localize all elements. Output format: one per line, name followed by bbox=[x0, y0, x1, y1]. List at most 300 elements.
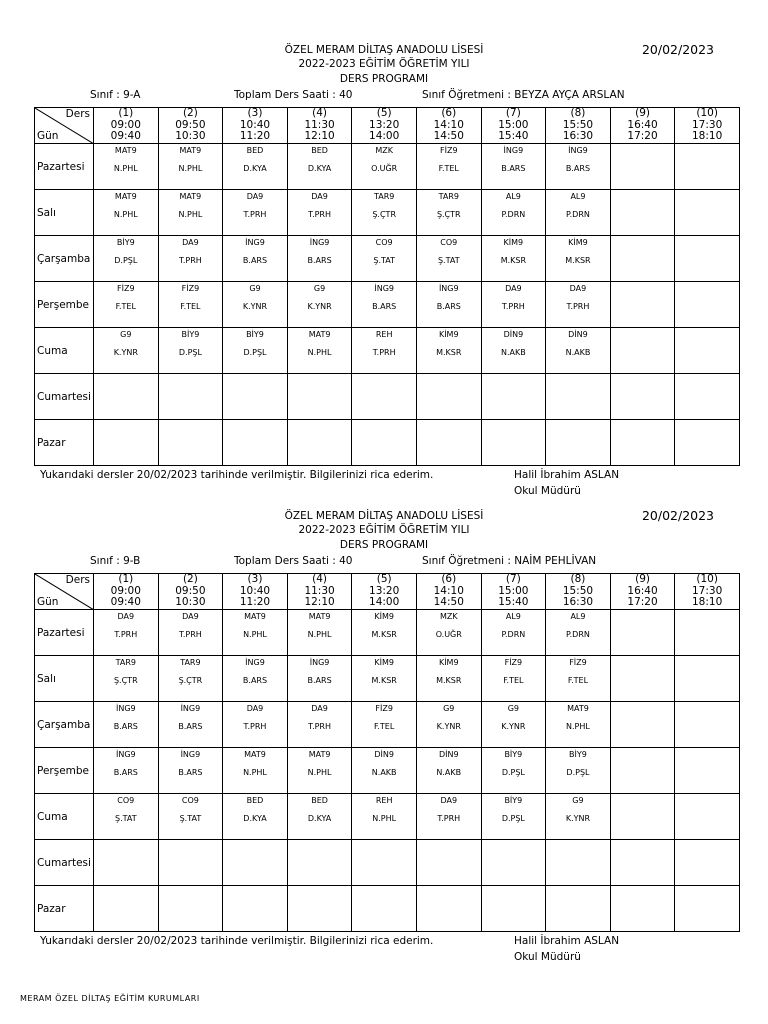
day-row bbox=[35, 374, 740, 420]
lesson-subject: BİY9 bbox=[504, 750, 523, 759]
lesson-cell bbox=[223, 420, 288, 466]
lesson-cell bbox=[610, 282, 675, 328]
lesson-cell bbox=[675, 794, 740, 840]
lesson-cell bbox=[546, 420, 611, 466]
lesson-teacher: N.PHL bbox=[372, 814, 397, 823]
lesson-cell bbox=[416, 748, 481, 794]
period-header bbox=[675, 108, 740, 144]
lesson-subject: TAR9 bbox=[180, 658, 201, 667]
period-num: (5) bbox=[376, 107, 392, 119]
lesson-cell bbox=[675, 374, 740, 420]
lesson-cell bbox=[287, 794, 352, 840]
lesson-teacher: Ş.TAT bbox=[373, 256, 395, 265]
lesson-subject: İNG9 bbox=[115, 750, 136, 759]
lesson-cell bbox=[287, 328, 352, 374]
period-header bbox=[352, 574, 417, 610]
lesson-cell bbox=[675, 236, 740, 282]
lesson-cell bbox=[610, 748, 675, 794]
day-name: Cumartesi bbox=[35, 840, 94, 886]
lesson-cell bbox=[287, 236, 352, 282]
lesson-cell bbox=[94, 374, 159, 420]
period-end: 10:30 bbox=[175, 130, 206, 142]
lesson-cell bbox=[352, 610, 417, 656]
lesson-teacher: Ş.TAT bbox=[179, 814, 202, 823]
lesson-cell bbox=[287, 702, 352, 748]
period-start: 17:30 bbox=[692, 584, 723, 597]
lesson-teacher: B.ARS bbox=[242, 256, 268, 265]
lesson-subject: BİY9 bbox=[504, 796, 523, 805]
period-header bbox=[94, 574, 159, 610]
lesson-cell bbox=[352, 794, 417, 840]
lesson-teacher: N.AKB bbox=[371, 768, 397, 777]
lesson-subject: CO9 bbox=[375, 238, 393, 247]
lesson-subject: MAT9 bbox=[244, 612, 266, 621]
lesson-subject: İNG9 bbox=[309, 658, 330, 667]
day-row bbox=[35, 840, 740, 886]
lesson-teacher: F.TEL bbox=[180, 302, 201, 311]
period-end: 14:50 bbox=[433, 596, 464, 608]
period-start: 15:50 bbox=[562, 118, 594, 131]
lesson-teacher: N.AKB bbox=[565, 348, 591, 357]
day-row bbox=[35, 794, 740, 840]
period-start: 15:50 bbox=[562, 584, 594, 597]
lesson-cell bbox=[610, 702, 675, 748]
lesson-teacher: P.DRN bbox=[566, 210, 590, 219]
lesson-cell bbox=[158, 374, 223, 420]
period-num: (7) bbox=[505, 573, 521, 585]
lesson-teacher: B.ARS bbox=[242, 676, 268, 685]
document-date: 20/02/2023 bbox=[641, 42, 714, 57]
period-header bbox=[481, 574, 546, 610]
lesson-teacher: K.YNR bbox=[307, 302, 332, 311]
lesson-cell bbox=[287, 656, 352, 702]
lesson-teacher: K.YNR bbox=[242, 302, 268, 311]
lesson-cell bbox=[287, 374, 352, 420]
lesson-subject: BİY9 bbox=[181, 330, 200, 339]
lesson-subject: DA9 bbox=[182, 612, 199, 621]
lesson-cell bbox=[94, 886, 159, 932]
lesson-cell bbox=[158, 840, 223, 886]
lesson-subject: BED bbox=[246, 146, 264, 155]
lesson-cell bbox=[546, 794, 611, 840]
lesson-cell bbox=[546, 840, 611, 886]
schedule-block bbox=[0, 0, 768, 497]
lesson-teacher: T.PRH bbox=[243, 722, 267, 731]
lesson-cell bbox=[546, 144, 611, 190]
day-name: Pazar bbox=[35, 420, 94, 466]
lesson-teacher: Ş.ÇTR bbox=[113, 676, 138, 685]
lesson-cell bbox=[94, 190, 159, 236]
lesson-cell bbox=[481, 840, 546, 886]
lesson-teacher: F.TEL bbox=[115, 302, 136, 311]
lesson-cell bbox=[223, 190, 288, 236]
lesson-cell bbox=[610, 610, 675, 656]
lesson-teacher: Ş.ÇTR bbox=[372, 210, 396, 219]
lesson-subject: AL9 bbox=[505, 192, 521, 201]
period-num: (8) bbox=[570, 573, 586, 585]
corner-lesson-label: Ders bbox=[65, 108, 90, 120]
lesson-cell bbox=[481, 420, 546, 466]
lesson-subject: KİM9 bbox=[374, 612, 394, 621]
lesson-subject: İNG9 bbox=[245, 658, 265, 667]
lesson-subject: G9 bbox=[249, 284, 261, 293]
lesson-teacher: T.PRH bbox=[178, 256, 202, 265]
period-start: 10:40 bbox=[239, 584, 271, 597]
lesson-cell bbox=[546, 236, 611, 282]
period-num: (2) bbox=[182, 573, 198, 585]
lesson-subject: MZK bbox=[375, 146, 393, 155]
lesson-cell bbox=[481, 236, 546, 282]
period-num: (8) bbox=[570, 107, 586, 119]
lesson-cell bbox=[481, 610, 546, 656]
period-start: 09:50 bbox=[175, 584, 206, 597]
lesson-cell bbox=[158, 236, 223, 282]
lesson-subject: CO9 bbox=[440, 238, 458, 247]
lesson-subject: DA9 bbox=[505, 284, 522, 293]
lesson-teacher: M.KSR bbox=[371, 630, 397, 639]
lesson-cell bbox=[610, 144, 675, 190]
lesson-teacher: T.PRH bbox=[178, 630, 202, 639]
school-name: ÖZEL MERAM DİLTAŞ ANADOLU LİSESİ bbox=[284, 510, 484, 522]
lesson-subject: İNG9 bbox=[438, 284, 459, 293]
lesson-cell bbox=[352, 328, 417, 374]
lesson-subject: DA9 bbox=[569, 284, 587, 293]
lesson-cell bbox=[352, 236, 417, 282]
lesson-subject: DİN9 bbox=[568, 330, 588, 339]
lesson-teacher: D.KYA bbox=[243, 164, 267, 173]
corner-cell bbox=[35, 108, 94, 144]
lesson-cell bbox=[610, 374, 675, 420]
lesson-cell bbox=[481, 702, 546, 748]
lesson-subject: FİZ9 bbox=[504, 658, 523, 667]
lesson-teacher: D.PŞL bbox=[566, 768, 590, 777]
day-row bbox=[35, 328, 740, 374]
period-header bbox=[546, 108, 611, 144]
lesson-cell bbox=[352, 374, 417, 420]
lesson-cell bbox=[675, 886, 740, 932]
lesson-subject: İNG9 bbox=[568, 146, 588, 155]
lesson-subject: FİZ9 bbox=[569, 658, 587, 667]
period-start: 09:50 bbox=[175, 118, 206, 131]
lesson-teacher: N.PHL bbox=[566, 722, 590, 731]
lesson-cell bbox=[675, 748, 740, 794]
lesson-cell bbox=[546, 886, 611, 932]
class-label: Sınıf : 9-A bbox=[90, 89, 141, 101]
lesson-subject: İNG9 bbox=[180, 750, 201, 759]
lesson-subject: İNG9 bbox=[245, 238, 265, 247]
lesson-subject: İNG9 bbox=[374, 284, 394, 293]
lesson-cell bbox=[546, 328, 611, 374]
period-end: 17:20 bbox=[627, 130, 658, 142]
lesson-subject: MAT9 bbox=[114, 146, 137, 155]
principal-title: Okul Müdürü bbox=[514, 951, 581, 963]
lesson-subject: MAT9 bbox=[179, 192, 202, 201]
lesson-teacher: M.KSR bbox=[371, 676, 397, 685]
lesson-subject: REH bbox=[375, 330, 393, 339]
lesson-cell bbox=[158, 748, 223, 794]
period-start: 16:40 bbox=[627, 584, 658, 597]
lesson-subject: TAR9 bbox=[438, 192, 459, 201]
period-start: 15:00 bbox=[498, 118, 529, 131]
day-name: Çarşamba bbox=[35, 702, 94, 748]
period-end: 17:20 bbox=[627, 596, 658, 608]
lesson-cell bbox=[158, 420, 223, 466]
lesson-subject: DA9 bbox=[117, 612, 135, 621]
lesson-subject: FİZ9 bbox=[181, 284, 200, 293]
class-teacher-label: Sınıf Öğretmeni : NAİM PEHLİVAN bbox=[422, 555, 597, 567]
period-header bbox=[287, 108, 352, 144]
lesson-cell bbox=[287, 144, 352, 190]
day-name: Perşembe bbox=[35, 282, 94, 328]
period-num: (6) bbox=[441, 107, 457, 119]
lesson-teacher: M.KSR bbox=[436, 676, 462, 685]
lesson-teacher: K.YNR bbox=[436, 722, 461, 731]
lesson-cell bbox=[158, 656, 223, 702]
day-name: Pazartesi bbox=[35, 144, 94, 190]
lesson-teacher: D.PŞL bbox=[178, 348, 202, 357]
lesson-cell bbox=[610, 190, 675, 236]
lesson-subject: CO9 bbox=[181, 796, 199, 805]
lesson-teacher: B.ARS bbox=[372, 302, 397, 311]
lesson-cell bbox=[481, 794, 546, 840]
lesson-cell bbox=[610, 886, 675, 932]
lesson-teacher: B.ARS bbox=[178, 768, 203, 777]
period-end: 12:10 bbox=[304, 596, 335, 608]
day-name: Cuma bbox=[35, 794, 94, 840]
lesson-cell bbox=[416, 282, 481, 328]
lesson-cell bbox=[352, 282, 417, 328]
period-num: (7) bbox=[505, 107, 521, 119]
period-end: 09:40 bbox=[110, 596, 141, 608]
lesson-cell bbox=[287, 610, 352, 656]
lesson-cell bbox=[223, 610, 288, 656]
lesson-subject: BİY9 bbox=[246, 330, 264, 339]
period-start: 11:30 bbox=[304, 118, 335, 131]
lesson-cell bbox=[416, 144, 481, 190]
lesson-teacher: T.PRH bbox=[501, 302, 525, 311]
period-start: 17:30 bbox=[692, 118, 723, 131]
lesson-subject: BİY9 bbox=[569, 750, 587, 759]
lesson-subject: İNG9 bbox=[115, 704, 136, 713]
lesson-teacher: F.TEL bbox=[567, 676, 589, 685]
lesson-teacher: F.TEL bbox=[438, 164, 459, 173]
document-date: 20/02/2023 bbox=[641, 508, 714, 523]
period-num: (5) bbox=[376, 573, 392, 585]
day-row bbox=[35, 420, 740, 466]
day-name: Pazar bbox=[35, 886, 94, 932]
lesson-cell bbox=[223, 656, 288, 702]
period-header bbox=[416, 574, 481, 610]
period-header bbox=[610, 574, 675, 610]
day-name: Pazartesi bbox=[35, 610, 94, 656]
period-end: 14:00 bbox=[369, 130, 400, 142]
lesson-cell bbox=[416, 610, 481, 656]
lesson-subject: DA9 bbox=[440, 796, 458, 805]
lesson-teacher: F.TEL bbox=[503, 676, 524, 685]
lesson-teacher: N.AKB bbox=[436, 768, 462, 777]
lesson-teacher: K.YNR bbox=[113, 348, 138, 357]
lesson-teacher: P.DRN bbox=[501, 630, 526, 639]
lesson-subject: İNG9 bbox=[503, 146, 524, 155]
lesson-cell bbox=[94, 656, 159, 702]
lesson-subject: MAT9 bbox=[308, 330, 331, 339]
lesson-teacher: B.ARS bbox=[501, 164, 526, 173]
lesson-cell bbox=[546, 656, 611, 702]
lesson-subject: FİZ9 bbox=[117, 284, 135, 293]
day-name: Perşembe bbox=[35, 748, 94, 794]
period-num: (9) bbox=[635, 573, 650, 585]
lesson-cell bbox=[94, 236, 159, 282]
corner-cell bbox=[35, 574, 94, 610]
lesson-subject: KİM9 bbox=[503, 238, 524, 247]
academic-year: 2022-2023 EĞİTİM ÖĞRETİM YILI bbox=[298, 58, 470, 70]
lesson-cell bbox=[481, 190, 546, 236]
lesson-teacher: D.PŞL bbox=[114, 256, 138, 265]
lesson-subject: MZK bbox=[439, 612, 458, 621]
lesson-subject: BED bbox=[246, 796, 264, 805]
period-header bbox=[610, 108, 675, 144]
lesson-subject: DA9 bbox=[246, 192, 264, 201]
lesson-subject: CO9 bbox=[117, 796, 135, 805]
period-end: 14:50 bbox=[433, 130, 464, 142]
lesson-cell bbox=[223, 144, 288, 190]
lesson-cell bbox=[287, 748, 352, 794]
period-start: 13:20 bbox=[369, 584, 400, 597]
lesson-cell bbox=[352, 144, 417, 190]
lesson-cell bbox=[416, 886, 481, 932]
lesson-subject: AL9 bbox=[570, 612, 586, 621]
period-end: 15:40 bbox=[498, 130, 529, 142]
footer-note: Yukarıdaki dersler 20/02/2023 tarihinde verilmiştir. Bilgilerinizi rica ederim. bbox=[40, 935, 434, 947]
lesson-teacher: D.KYA bbox=[243, 814, 267, 823]
lesson-cell bbox=[675, 610, 740, 656]
lesson-cell bbox=[223, 282, 288, 328]
lesson-teacher: N.PHL bbox=[243, 768, 267, 777]
lesson-teacher: K.YNR bbox=[565, 814, 591, 823]
lesson-cell bbox=[94, 794, 159, 840]
lesson-cell bbox=[287, 840, 352, 886]
lesson-subject: DA9 bbox=[311, 192, 328, 201]
lesson-cell bbox=[416, 190, 481, 236]
day-name: Salı bbox=[35, 190, 94, 236]
period-end: 09:40 bbox=[110, 130, 141, 142]
lesson-subject: TAR9 bbox=[373, 192, 395, 201]
lesson-cell bbox=[158, 282, 223, 328]
period-num: (9) bbox=[635, 107, 650, 119]
lesson-teacher: Ş.TAT bbox=[114, 814, 137, 823]
lesson-cell bbox=[158, 610, 223, 656]
period-header bbox=[223, 108, 288, 144]
lesson-cell bbox=[416, 374, 481, 420]
period-start: 16:40 bbox=[627, 118, 658, 131]
lesson-cell bbox=[287, 420, 352, 466]
lesson-teacher: M.KSR bbox=[436, 348, 462, 357]
day-row bbox=[35, 748, 740, 794]
period-num: (2) bbox=[182, 107, 198, 119]
footer-note: Yukarıdaki dersler 20/02/2023 tarihinde verilmiştir. Bilgilerinizi rica ederim. bbox=[40, 469, 434, 481]
lesson-subject: MAT9 bbox=[567, 704, 589, 713]
lesson-cell bbox=[158, 886, 223, 932]
lesson-teacher: T.PRH bbox=[243, 210, 267, 219]
lesson-teacher: T.PRH bbox=[566, 302, 590, 311]
lesson-cell bbox=[416, 794, 481, 840]
lesson-cell bbox=[481, 328, 546, 374]
lesson-subject: G9 bbox=[507, 704, 519, 713]
lesson-cell bbox=[94, 328, 159, 374]
lesson-cell bbox=[675, 840, 740, 886]
lesson-cell bbox=[481, 374, 546, 420]
corner-day-label: Gün bbox=[37, 130, 59, 142]
lesson-cell bbox=[223, 236, 288, 282]
lesson-cell bbox=[94, 144, 159, 190]
period-header bbox=[287, 574, 352, 610]
principal-name: Halil İbrahim ASLAN bbox=[514, 935, 620, 947]
lesson-cell bbox=[352, 702, 417, 748]
lesson-teacher: T.PRH bbox=[308, 722, 332, 731]
school-name: ÖZEL MERAM DİLTAŞ ANADOLU LİSESİ bbox=[284, 44, 484, 56]
document-title: DERS PROGRAMI bbox=[339, 539, 429, 551]
period-num: (4) bbox=[312, 107, 328, 119]
lesson-cell bbox=[94, 610, 159, 656]
lesson-teacher: B.ARS bbox=[178, 722, 203, 731]
lesson-subject: BED bbox=[311, 796, 328, 805]
lesson-cell bbox=[94, 840, 159, 886]
lesson-cell bbox=[416, 656, 481, 702]
academic-year: 2022-2023 EĞİTİM ÖĞRETİM YILI bbox=[298, 524, 470, 536]
lesson-teacher: K.YNR bbox=[501, 722, 526, 731]
period-num: (1) bbox=[118, 107, 134, 119]
period-end: 11:20 bbox=[239, 596, 271, 608]
period-start: 11:30 bbox=[304, 584, 335, 597]
day-row bbox=[35, 886, 740, 932]
lesson-subject: REH bbox=[375, 796, 393, 805]
lesson-subject: KİM9 bbox=[438, 658, 459, 667]
lesson-teacher: N.PHL bbox=[307, 768, 332, 777]
lesson-subject: KİM9 bbox=[438, 330, 459, 339]
period-header bbox=[675, 574, 740, 610]
lesson-cell bbox=[352, 886, 417, 932]
lesson-subject: AL9 bbox=[505, 612, 521, 621]
lesson-cell bbox=[675, 656, 740, 702]
lesson-cell bbox=[610, 794, 675, 840]
lesson-cell bbox=[481, 748, 546, 794]
lesson-cell bbox=[158, 702, 223, 748]
lesson-cell bbox=[675, 702, 740, 748]
timetable bbox=[34, 107, 740, 466]
lesson-cell bbox=[287, 190, 352, 236]
lesson-teacher: Ş.TAT bbox=[437, 256, 460, 265]
period-num: (4) bbox=[312, 573, 328, 585]
principal-title: Okul Müdürü bbox=[514, 485, 581, 497]
lesson-teacher: T.PRH bbox=[372, 348, 396, 357]
period-end: 16:30 bbox=[562, 130, 594, 142]
lesson-cell bbox=[352, 748, 417, 794]
lesson-subject: İNG9 bbox=[309, 238, 330, 247]
period-num: (1) bbox=[118, 573, 134, 585]
period-num: (6) bbox=[441, 573, 457, 585]
period-header bbox=[546, 574, 611, 610]
lesson-cell bbox=[546, 702, 611, 748]
lesson-cell bbox=[158, 144, 223, 190]
lesson-cell bbox=[481, 282, 546, 328]
period-start: 15:00 bbox=[498, 584, 529, 597]
period-header bbox=[352, 108, 417, 144]
lesson-subject: MAT9 bbox=[308, 612, 331, 621]
lesson-cell bbox=[223, 702, 288, 748]
lesson-teacher: P.DRN bbox=[566, 630, 590, 639]
lesson-subject: BİY9 bbox=[116, 238, 135, 247]
period-start: 09:00 bbox=[110, 118, 141, 131]
